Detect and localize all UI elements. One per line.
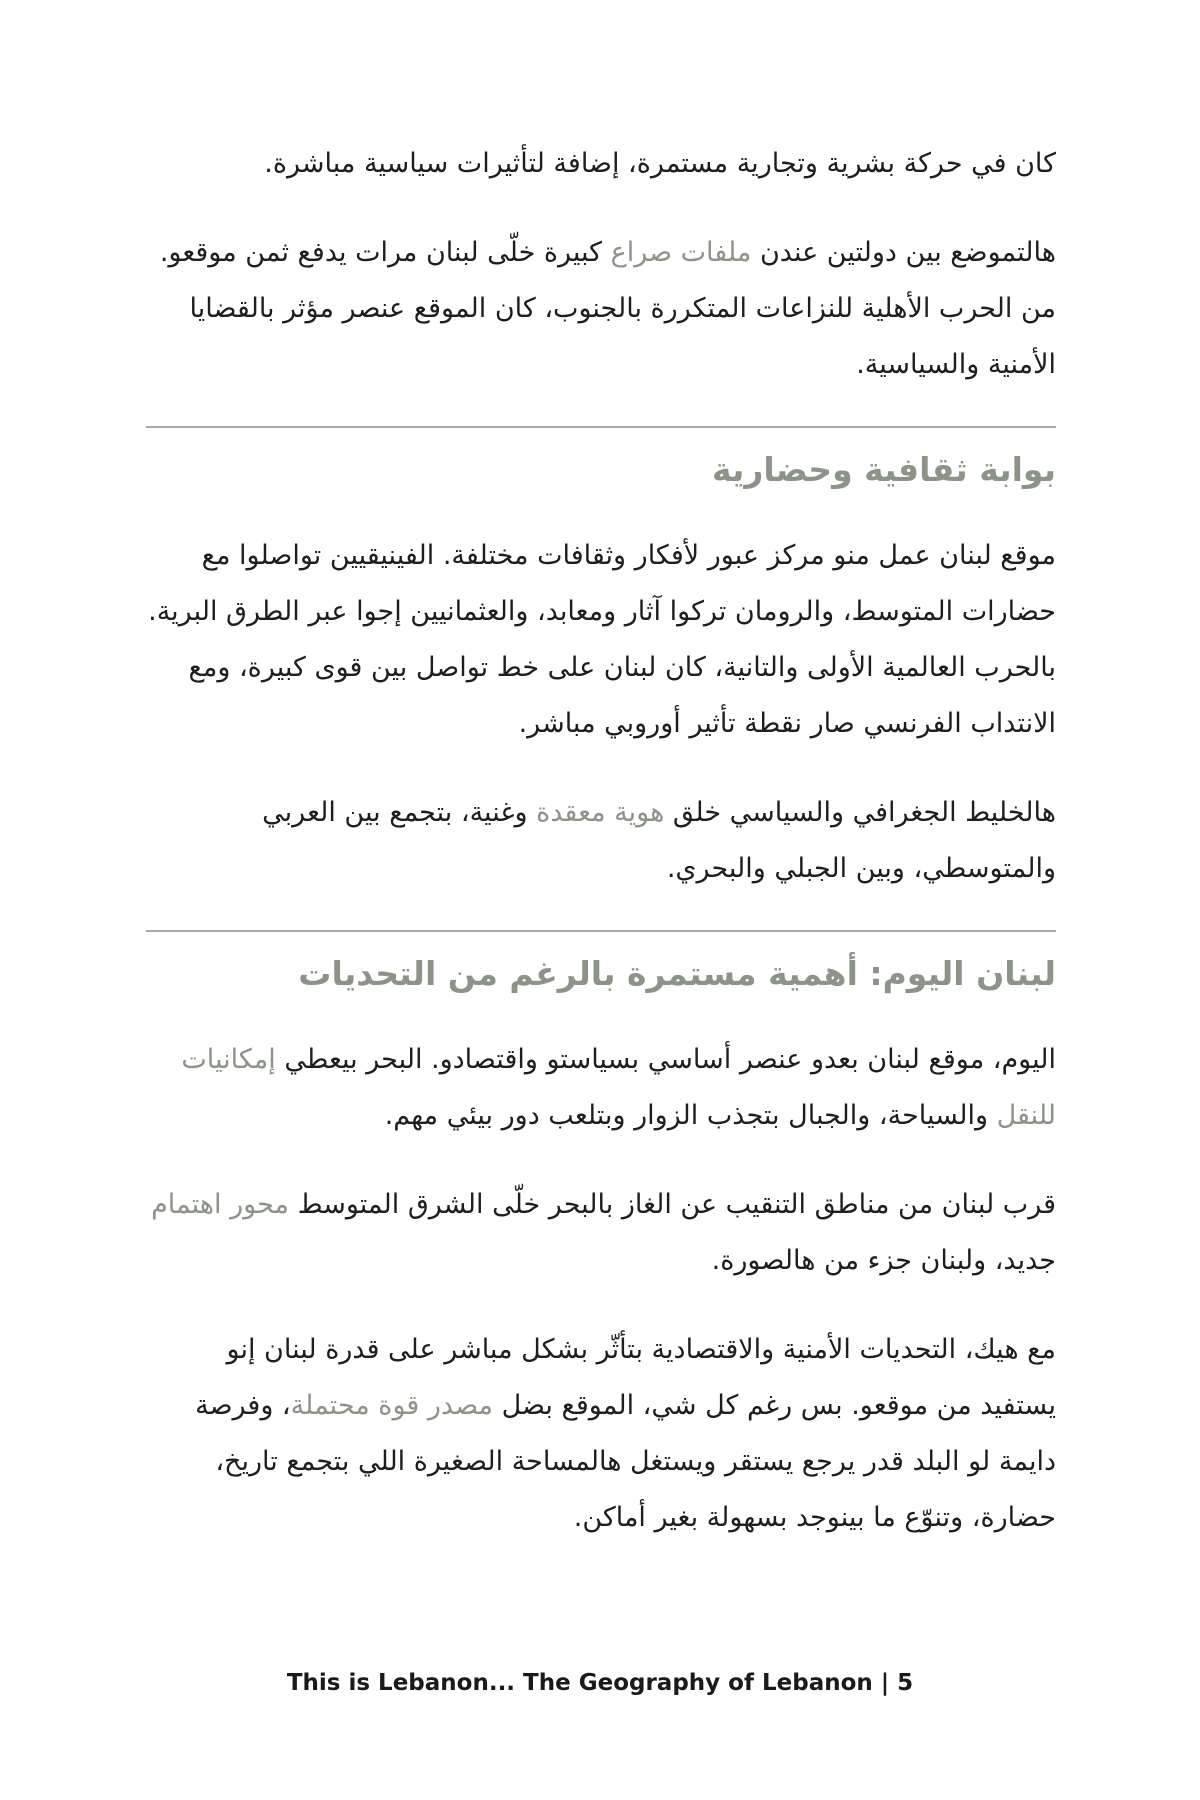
highlight-transport-potential: إمكانيات للنقل [181, 1044, 1056, 1131]
paragraph-2 [146, 225, 1056, 393]
paragraph-3 [146, 528, 1056, 752]
paragraph-4 [146, 785, 1056, 897]
section-divider-2 [146, 930, 1056, 932]
section-heading-lebanon-today: لبنان اليوم: أهمية مستمرة بالرغم من التحديات [298, 954, 1056, 993]
highlight-complex-identity: هوية معقدة [536, 797, 665, 828]
page-footer: This is Lebanon... The Geography of Lebanon | 5 [286, 1670, 914, 1696]
paragraph-6-text-start: قرب لبنان من مناطق التنقيب عن الغاز بالبحر خلّى الشرق المتوسط [288, 1189, 1056, 1220]
paragraph-7 [146, 1322, 1056, 1546]
section-heading-cultural-gateway: بوابة ثقافية وحضارية [711, 450, 1056, 489]
paragraph-1-text: كان في حركة بشرية وتجارية مستمرة، إضافة لتأثيرات سياسية مباشرة. [264, 148, 1056, 179]
highlight-conflict-files: ملفات صراع [610, 237, 752, 268]
paragraph-2-text-start: هالتموضع بين دولتين عندن [751, 237, 1056, 268]
paragraph-6 [146, 1177, 1056, 1289]
paragraph-5-text-start: اليوم، موقع لبنان بعدو عنصر أساسي بسياستو واقتصادو. البحر بيعطي [275, 1044, 1056, 1075]
paragraph-5 [146, 1032, 1056, 1144]
paragraph-2-text-end: كبيرة خلّى لبنان مرات يدفع ثمن موقعو. من الحرب الأهلية للنزاعات المتكررة بالجنوب، كان الموقع عنصر مؤثر بالقضايا الأمنية والسياسية. [159, 237, 1056, 380]
highlight-focus-of-interest: محور اهتمام [151, 1189, 289, 1220]
paragraph-7-text-end: ، وفرصة دايمة لو البلد قدر يرجع يستقر ويستغل هالمساحة الصغيرة اللي بتجمع تاريخ، حضارة، وتنوّع ما بينوجد بسهولة بغير أماكن. [195, 1390, 1056, 1533]
paragraph-5-text-end: والسياحة، والجبال بتجذب الزوار وبتلعب دور بيئي مهم. [384, 1100, 997, 1131]
page-content [146, 136, 1056, 1579]
paragraph-4-text-end: وغنية، بتجمع بين العربي والمتوسطي، وبين الجبلي والبحري. [262, 797, 1056, 884]
paragraph-3-text: موقع لبنان عمل منو مركز عبور لأفكار وثقافات مختلفة. الفينيقيين تواصلوا مع حضارات المتوسط، والرومان تركوا آثار ومعابد، والعثمانيين إجوا عبر الطرق البرية. بالحرب العالمية الأولى والتانية، كان لبنان على خط تواصل بين قوى كبيرة، ومع الانتداب الفرنسي صار نقطة تأثير أوروبي مباشر. [148, 540, 1056, 739]
section-divider-1 [146, 426, 1056, 428]
paragraph-4-text-start: هالخليط الجغرافي والسياسي خلق [664, 797, 1056, 828]
paragraph-1 [146, 136, 1056, 192]
paragraph-7-text-start: مع هيك، التحديات الأمنية والاقتصادية بتأثّر بشكل مباشر على قدرة لبنان إنو يستفيد من موقعو. بس رغم كل شي، الموقع بضل [226, 1334, 1056, 1421]
paragraph-6-text-end: جديد، ولبنان جزء من هالصورة. [711, 1245, 1056, 1276]
highlight-potential-strength: مصدر قوة محتملة [290, 1390, 493, 1421]
